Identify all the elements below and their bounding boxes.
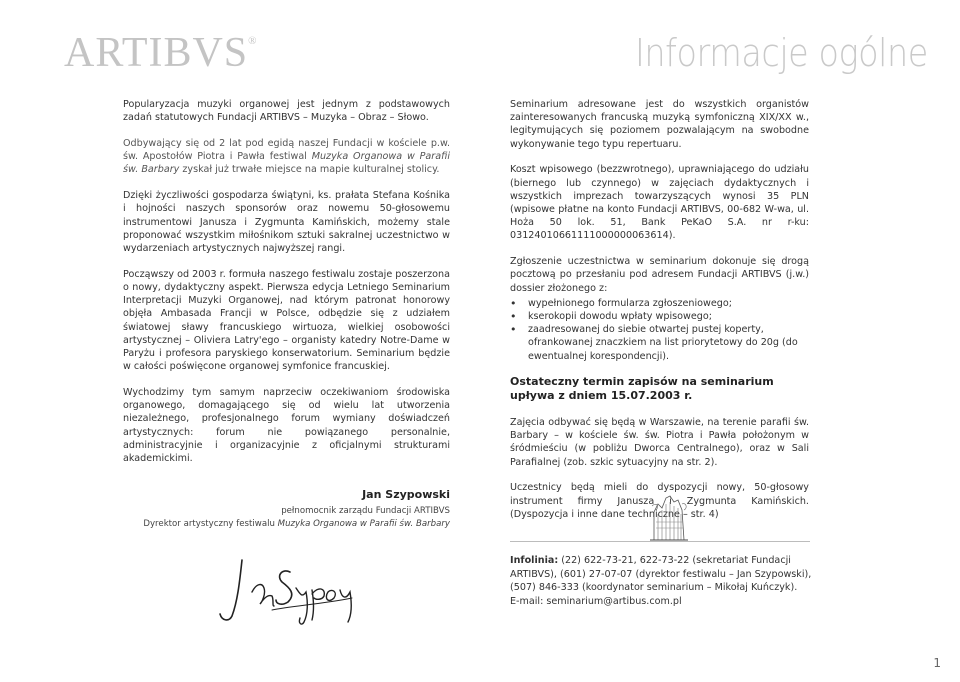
handwritten-signature: [212, 548, 362, 628]
list-item: • zaadresowanej do siebie otwartej pustej koperty, ofrankowanej znaczkiem na list priorytetowy do 20g (do ewentualnej korespondencji).: [510, 323, 809, 363]
audience-paragraph: Seminarium adresowane jest do wszystkich organistów zainteresowanych francuską muzyką symfoniczną XIX/XX w., legitymujących się poziomem pozwalającym na swobodne wykonywanie tego typu repertuaru.: [510, 99, 809, 150]
intro-paragraph: Popularyzacja muzyki organowej jest jednym z podstawowych zadań statutowych Fundacji ARTIBVS – Muzyka – Obraz – Słowo.: [123, 99, 450, 124]
page-number: 1: [933, 656, 941, 670]
seminar-paragraph: Począwszy od 2003 r. formuła naszego festiwalu zostaje poszerzona o nowy, dydaktyczny aspekt. Pierwsza edycja Letniego Seminarium Interpretacji Muzyki Organowej, nad którym patronat honorowy objęła Ambasada Francji w Polsce, odbędzie się z udziałem światowej sławy francuskiego wirtuoza, wielkiej osobowości artystycznej – Oliviera Latry'ego – organisty katedry Notre-Dame w Paryżu i profesora paryskiego konserwatorium. Seminarium będzie w całości poświęcone organowej symfonice francuskiej.: [123, 268, 450, 373]
list-item: • kserokopii dowodu wpłaty wpisowego;: [510, 310, 809, 323]
contact-info: [510, 554, 840, 608]
list-item: • wypełnionego formularza zgłoszeniowego;: [510, 297, 809, 310]
instrument-paragraph: Uczestnicy będą mieli do dyspozycji nowy, 50-głosowy instrument firmy Janusza i Zygmunta Kamińskich. (Dyspozycja i inne dane techniczne – str. 4): [510, 482, 809, 520]
application-paragraph: Zgłoszenie uczestnictwa w seminarium dokonuje się drogą pocztową po przesłaniu pod adresem Fundacji ARTIBVS (j.w.) dossier złożonego z:: [510, 256, 809, 294]
seminar-info-column: [510, 98, 809, 534]
organ-sketch-illustration: [648, 492, 690, 542]
signatory-role: pełnomocnik zarządu Fundacji ARTIBVS: [281, 506, 450, 516]
contact-phones: (22) 622-73-21, 622-73-22 (sekretariat Fundacji ARTIBVS), (601) 27-07-07 (dyrektor festiwalu – Jan Szypowski), (507) 846-333 (koordynator seminarium – Mikołaj Kuńczyk).: [510, 555, 812, 594]
application-requirements-list: [510, 297, 809, 363]
hosts-paragraph: Dzięki życzliwości gospodarza świątyni, ks. prałata Stefana Kośnika i hojności naszych sponsorów oraz nowemu 50-głosowemu instrumentowi Janusza i Zygmunta Kamińskich, możemy stale proponować wszystkim miłośnikom sztuki sakralnej uczestnictwo w wydarzeniach artystycznych najwyższej rangi.: [123, 190, 450, 255]
artibvs-logo: ARTIBVS®: [64, 30, 258, 76]
signatory-name: Jan Szypowski: [362, 488, 450, 501]
venue-paragraph: Zajęcia odbywać się będą w Warszawie, na terenie parafii św. Barbary – w kościele św. św. Piotra i Pawła położonym w śródmieściu (w pobliżu Dworca Centralnego), oraz w Sali Parafialnej (zob. szkic sytuacyjny na str. 2).: [510, 417, 809, 468]
page-title: Informacje ogólne: [635, 31, 928, 75]
contact-email[interactable]: E-mail: seminarium@artibus.com.pl: [510, 595, 682, 607]
intro-column: [123, 98, 450, 478]
mission-paragraph: Wychodzimy tym samym naprzeciw oczekiwaniom środowiska organowego, domagającego się od wielu lat utworzenia niezależnego, profesjonalnego forum wymiany doświadczeń artystycznych: forum nie powiązanego personalnie, administracyjnie i organizacyjnie z oficjalnymi strukturami akademickimi.: [123, 387, 450, 465]
signature-block: [123, 488, 450, 530]
deadline-notice: Ostateczny termin zapisów na seminarium upływa z dniem 15.07.2003 r.: [510, 375, 774, 403]
contact-divider: [510, 541, 810, 542]
contact-label: Infolinia:: [510, 555, 559, 566]
signatory-title: Dyrektor artystyczny festiwalu Muzyka Organowa w Parafii św. Barbary: [143, 518, 450, 529]
fee-paragraph: Koszt wpisowego (bezzwrotnego), uprawniającego do udziału (biernego lub czynnego) w zajęciach dydaktycznych i wszystkich imprezach towarzyszących wynosi 35 PLN (wpisowe płatne na konto Fundacji ARTIBVS, 00-682 W-wa, ul. Hoża 50 lok. 51, Bank PeKaO S.A. nr r-ku: 03124010661111000000063614).: [510, 164, 809, 242]
festival-paragraph: Odbywający się od 2 lat pod egidą naszej Fundacji w kościele p.w. św. Apostołów Piotra i Pawła festiwal Muzyka Organowa w Parafii św. Barbary zyskał już trwałe miejsce na mapie kulturalnej stolicy.: [123, 138, 450, 176]
